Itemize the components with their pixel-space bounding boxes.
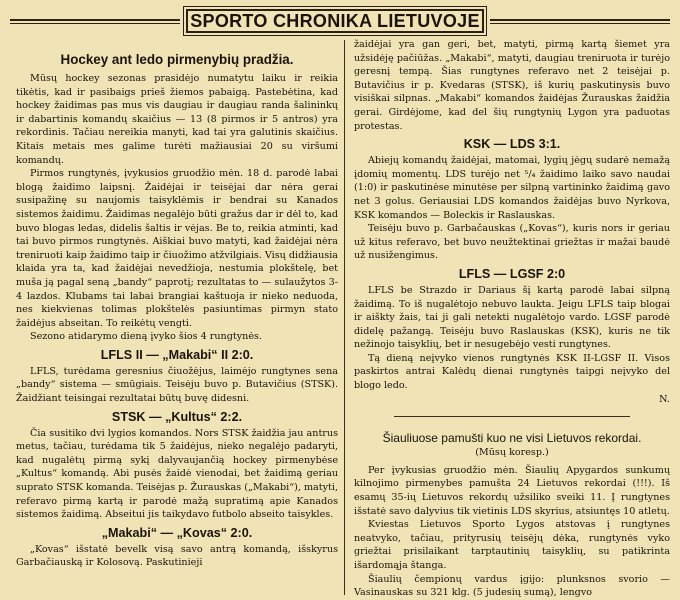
paragraph: Abiejų komandų žaidėjai, matomai, lygių jėgų sudarė nemažą įdomių momentų. LDS turėjo net ⁵/₄ žaidimo laiko savo naudai (1:0) ir paskutinėse minutėse per silpną vartininko žaidimą gavo net 3 golus. Geriausiai LDS komandos žaidėjas buvo Nyrkova, KSK komandos — Boleckis ir Raslauskas. [354,155,670,221]
paragraph: LFLS, turėdama geresnius čiuožėjus, laimėjo rungtynes sena „bandy“ sistema — smūgiais. Teisėju buvo p. Butavičius (STSK). Žaidžiant teisingai rezultatai būtų buvę didesni. [16,365,338,405]
game-heading: LFLS II — „Makabi“ II 2:0. [100,347,254,362]
section-banner [180,7,490,35]
paragraph: žaidėjai yra gan geri, bet, matyti, pirmą kartą šiemet yra užsidėję pačiūžas. „Makabi“, matyti, daugiau treniruota ir turėjo geresnį tempą. Šias rungtynes referavo net 2 teisėjai p. Butavičius ir p. Kvedaras (STSK), iš kurių paskutinysis buvo visiškai silpnas. „Makabi“ komandos žaidėjas Žurauskas žaidžia gerai. Girdėjome, kad del šių rungtynių Lygon yra paduotas protestas. [354,39,670,132]
paragraph: Per įvykusias gruodžio mėn. Šiaulių Apygardos sunkumų kilnojimo pirmenybes pamušta 24 Lietuvos rekordai (!!!). Iš esamų 35-ių Lietuvos rekordų užsiliko sveiki 11. Į rungtynes išstatė savo dalyvius tik vietinis LDS skyrius, atsiuntęs 10 atletų. [354,464,670,517]
game-heading: STSK — „Kultus“ 2:2. [111,409,243,424]
paragraph: Čia susitiko dvi lygios komandos. Nors STSK žaidžia jau antrus metus, tačiau, turėdama tik 5 žaidėjus, nieko negalėjo padaryti, kad nugalėtų pirmą sykį dalyvaujančią hockey pirmenybėse „Kultus“ komandą. Abi pusės žaidė vienodai, bet žaidimą geriau suprato STSK komanda. Teisėjas p. Žurauskas („Makabi“), matyti, referavo pirmą kartą ir parodė mažą supratimą apie Kanados sistemos žaidimą. Abseitui jis taikydavo futbolo abseito taisykles. [16,427,339,521]
banner-rule-left [10,19,180,21]
banner-title: SPORTO CHRONIKA LIETUVOJE [190,10,480,31]
correspondent-note: (Mūsų koresp.) [475,447,549,459]
game-heading: „Makabi“ — „Kovas“ 2:0. [101,525,253,540]
column-separator [344,40,345,595]
author-signature: N. [659,393,670,405]
paragraph: Šiaulių čempionų vardus įgijo: plunksnos svorio — Vasinauskas su 321 klg. (5 judesių sumą), lengvo [354,573,670,599]
game-heading: KSK — LDS 3:1. [463,137,561,152]
banner-rule-right [490,19,670,21]
paragraph: LFLS be Strazdo ir Dariaus šį kartą parodė labai silpną žaidimą. To iš nugalėtojo nebuvo laukta. Jeigu LFLS taip blogai ir aiškty žais, tai ji gali netekti nugalėtojo vardo. LGSF parodė didelę pažangą. Teisėju buvo Raslauskas (KSK), kuris ne tik nežinojo taisyklių, bet ir nesugebėjo vesti rungtynes. [354,284,670,351]
paragraph: Tą dieną neįvyko vienos rungtynės KSK II-LGSF II. Visos paskirtos antrai Kalėdų dienai rungtynės taipgi neįvyko del blogo ledo. [354,352,670,392]
article-headline: Hockey ant ledo pirmenybių pradžia. [60,52,294,67]
left-column [16,38,338,570]
article-headline-2: Šiauliuose pamušti kuo ne visi Lietuvos rekordai. [382,431,642,446]
paragraph: Mūsų hockey sezonas prasidėjo numatytu laiku ir reikia tikėtis, kad ir pasibaigs prieš žiemos pabaigą. Pastebėtina, kad hockey žaidimas pas mus vis daugiau ir daugiau randa šalininkų ir dabartinis komandų skaičius — 13 (8 pirmos ir 5 antros) yra rekordinis. Tačiau nereikia manyti, kad tai yra galutinis skaičius. Kitais metais mes galime turėti mažiausiai 20 su viršumi komandų. [16,73,338,166]
banner-rule-right-thin [490,23,670,24]
banner-rule-left-thin [10,23,180,24]
article-divider [394,416,630,417]
paragraph: Sezono atidarymo dieną įvyko šios 4 rungtynės. [30,331,262,343]
paragraph: „Kovas“ išstatė bevelk visą savo antrą komandą, išskyrus Garbačiauską ir Kolosovą. Paskutinieji [16,543,338,569]
game-heading: LFLS — LGSF 2:0 [458,266,566,281]
paragraph: Pirmos rungtynės, įvykusios gruodžio mėn. 18 d. parodė labai blogą žaidimo laipsnį. Žaidėjai ir teisėjai dar nėra gerai susipažinę su naujomis taisyklėmis ir bendrai su Kanados sistemos žaidimu. Žaidimas negalėjo būti gražus dar ir dėl to, kad buvo blogas ledas, didelis šaltis ir vėjas. Be to, reikia atminti, kad tai buvo pirmos rungtynės. Aiškiai buvo matyti, kad žaidėjai nėra treniruoti kaip žaidimo taip ir čiuožimo atžvilgiais. Visų didžiausia klaida yra ta, kad žaidėjai nevedžioja, nestumia plokštelę, bet muša ją pagal seną „bandy“ paprotį; rezultatas to — sulaužytos 3-4 lazdos. Klubams tai labai brangiai kaštuoja ir nieko neduoda, nes kiekvienas tolimas plokštelės pasiuntimas pirmyn stato žaidėjus abseitan. To reikėtų vengti. [16,168,338,329]
paragraph: Kviestas Lietuvos Sporto Lygos atstovas į rungtynes neatvyko, tačiau, prityrusių teisėjų dėka, rungtynės vyko griežtai prisilaikant tarptautinių taisyklių, su patikrinta išardomąja štanga. [354,519,670,571]
right-column [354,38,670,600]
paragraph: Teisėju buvo p. Garbačauskas („Kovas“), kuris nors ir geriau už kitus referavo, bet buvo neužtektinai griežtas ir mažai baudė už nusižengimus. [354,223,670,262]
